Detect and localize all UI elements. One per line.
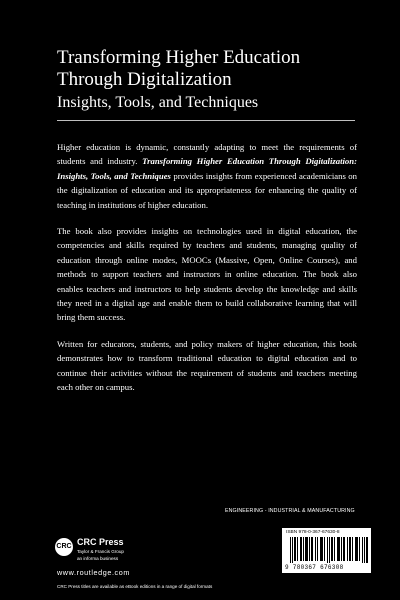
publisher-url: www.routledge.com — [57, 568, 130, 577]
title-divider — [57, 120, 355, 121]
p1-book-title: Transforming Higher Education Through Digitalization: Insights, Tools, and Techniques — [57, 156, 357, 181]
barcode-icon — [290, 537, 368, 563]
isbn-label: ISBN 978-0-367-67630-8 — [286, 530, 340, 535]
description-paragraph-2: The book also provides insights on technologies used in digital education, the competencies and skills required by teachers and students, managing quality of education through online modes, MOOCs (Massive, Open, Online Courses), and methods to support teachers and instructors in online education. The book also enables teachers and instructors to help students develop the knowledge and skills they need in a digital age and enable them to build collaborative learning that will bring them success. — [57, 226, 357, 323]
book-title-line2: Through Digitalization — [57, 69, 232, 90]
book-description — [57, 140, 357, 407]
book-title-line1: Transforming Higher Education — [57, 47, 301, 68]
p1-intro: Higher education is dynamic, constantly adapting to meet the requirements of students and industry. — [57, 142, 357, 167]
barcode-number: 9 780367 676308 — [285, 564, 344, 571]
book-subtitle: Insights, Tools, and Techniques — [57, 94, 259, 111]
book-title — [57, 47, 357, 91]
crc-press-logo: CRC — [55, 538, 73, 556]
description-paragraph-3: Written for educators, students, and policy makers of higher education, this book demonstrates how to transform traditional education to digital education and to continue their activities without the requirement of students and teachers meeting each other on campus. — [57, 338, 357, 393]
subject-category: ENGINEERING - INDUSTRIAL & MANUFACTURING — [225, 508, 355, 514]
publisher-name: CRC Press — [77, 537, 124, 547]
description-paragraph-1 — [57, 140, 357, 212]
isbn-barcode-block — [282, 528, 371, 573]
publisher-group: Taylor & Francis Group — [77, 549, 124, 554]
p1-rest: provides insights from experienced academicians on the digitalization of education and its appropriateness for enhancing the quality of teaching in institutions of higher education. — [57, 170, 357, 210]
ebook-note: CRC Press titles are available as eBook editions in a range of digital formats — [57, 584, 213, 589]
publisher-informa: an informa business — [77, 556, 119, 561]
